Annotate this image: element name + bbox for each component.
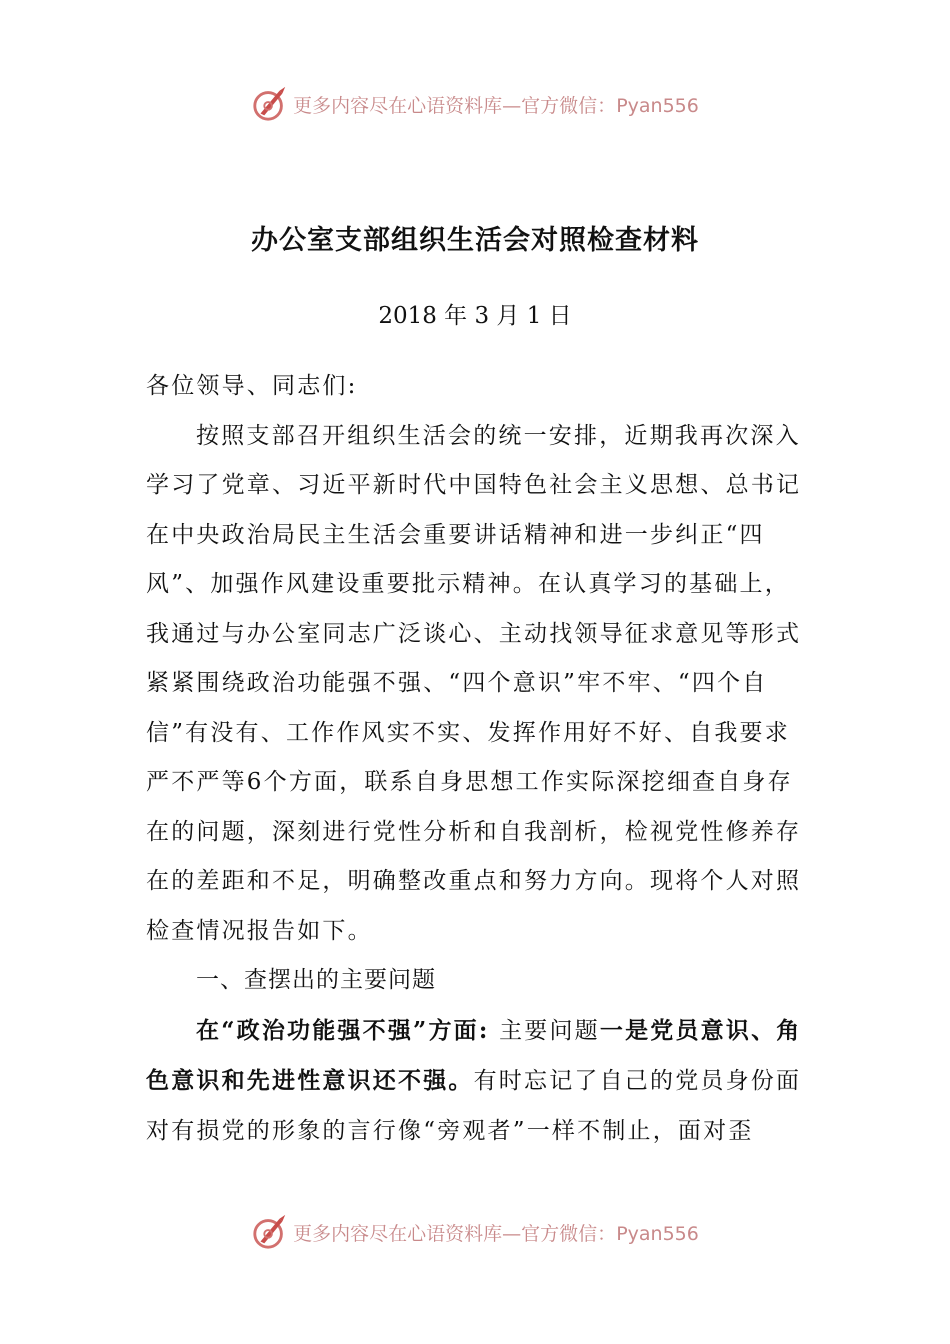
footer-watermark (0, 1212, 950, 1252)
section-paragraph (146, 1006, 810, 1157)
watermark-text: 更多内容尽在心语资料库—官方微信：Pyan556 (293, 94, 699, 117)
header-watermark (0, 84, 950, 124)
section-bold-point: 一是党员意识、角色意识和先进性意识还不强。 (146, 1016, 802, 1094)
document-body (146, 362, 810, 1156)
quill-logo-icon (251, 85, 289, 123)
section-heading: 一、查摆出的主要问题 (196, 967, 436, 993)
document-title: 办公室支部组织生活会对照检查材料 (251, 225, 699, 256)
quill-logo-icon (251, 1213, 289, 1251)
document-date: 2018 年 3 月 1 日 (378, 303, 572, 329)
section-lead: 在“政治功能强不强”方面: (196, 1016, 490, 1044)
section-text-continued: 有时忘记了自己的党员身份面对有损党的形象的言行像“旁观者”一样不制止，面对歪 (146, 1068, 802, 1144)
watermark-text: 更多内容尽在心语资料库—官方微信：Pyan556 (293, 1222, 699, 1245)
intro-paragraph: 按照支部召开组织生活会的统一安排，近期我再次深入学习了党章、习近平新时代中国特色社会主义思想、总书记在中央政治局民主生活会重要讲话精神和进一步纠正“四风”、加强作风建设重要批示精神。在认真学习的基础上，我通过与办公室同志广泛谈心、主动找领导征求意见等形式紧紧围绕政治功能强不强、“四个意识”牢不牢、“四个自信”有没有、工作作风实不实、发挥作用好不好、自我要求严不严等6个方面，联系自身思想工作实际深挖细查自身存在的问题，深刻进行党性分析和自我剖析，检视党性修养存在的差距和不足，明确整改重点和努力方向。现将个人对照检查情况报告如下。 (146, 422, 802, 944)
salutation: 各位领导、同志们: (146, 373, 358, 399)
section-text: 主要问题 (489, 1017, 600, 1044)
